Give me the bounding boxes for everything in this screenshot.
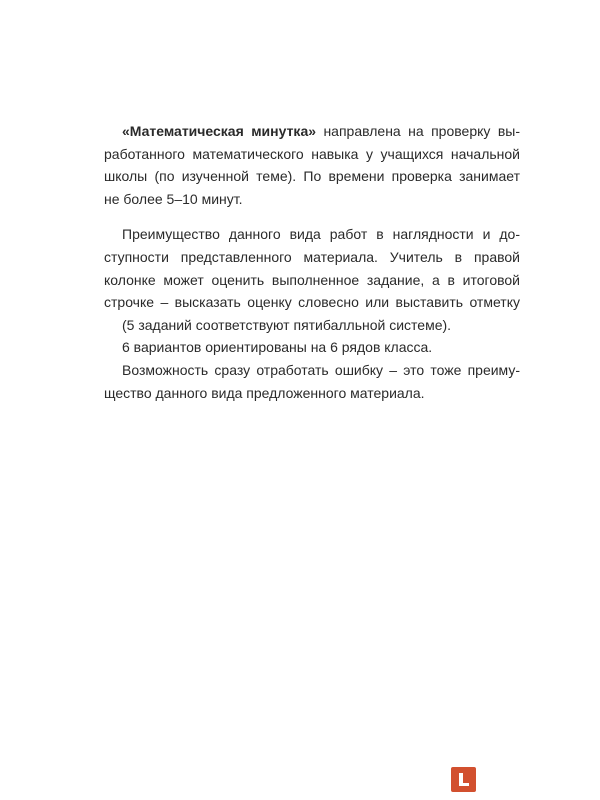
paragraph-2-line-1: Преимущество данного вида работ в наглядности и до- bbox=[122, 226, 520, 243]
paragraph-4-line-1: Возможность сразу отработать ошибку – это тоже преиму- bbox=[122, 361, 520, 378]
paragraph-2-line-5: (5 заданий соответствуют пятибалльной системе). bbox=[122, 316, 452, 333]
paragraph-4-line-2: щество данного вида предложенного материала. bbox=[104, 384, 425, 401]
paragraph-2-line-2: ступности представленного материала. Учитель в правой bbox=[104, 248, 520, 265]
paragraph-2-line-3: колонке может оценить выполненное задание, а в итоговой bbox=[104, 271, 520, 288]
paragraph-1-line-2: работанного математического навыка у учащихся начальной bbox=[104, 145, 520, 162]
labirint-logo-glyph bbox=[451, 767, 476, 792]
document-body bbox=[104, 120, 520, 404]
bold-title: «Математическая минутка» bbox=[122, 123, 317, 139]
paragraph-1-line-3: школы (по изученной теме). По времени проверка занимает bbox=[104, 168, 520, 185]
paragraph-1-line-1-rest: направлена на проверку вы- bbox=[316, 123, 520, 139]
paragraph-1-line-4: не более 5–10 минут. bbox=[104, 190, 243, 207]
paragraph-1-line-1 bbox=[104, 120, 520, 143]
paragraph-2-line-4: строчке – высказать оценку словесно или выставить отметку bbox=[104, 294, 520, 311]
paragraph-3-line-1: 6 вариантов ориентированы на 6 рядов класса. bbox=[122, 339, 433, 356]
paragraph-gap bbox=[104, 210, 520, 223]
labirint-logo-icon bbox=[451, 767, 476, 792]
